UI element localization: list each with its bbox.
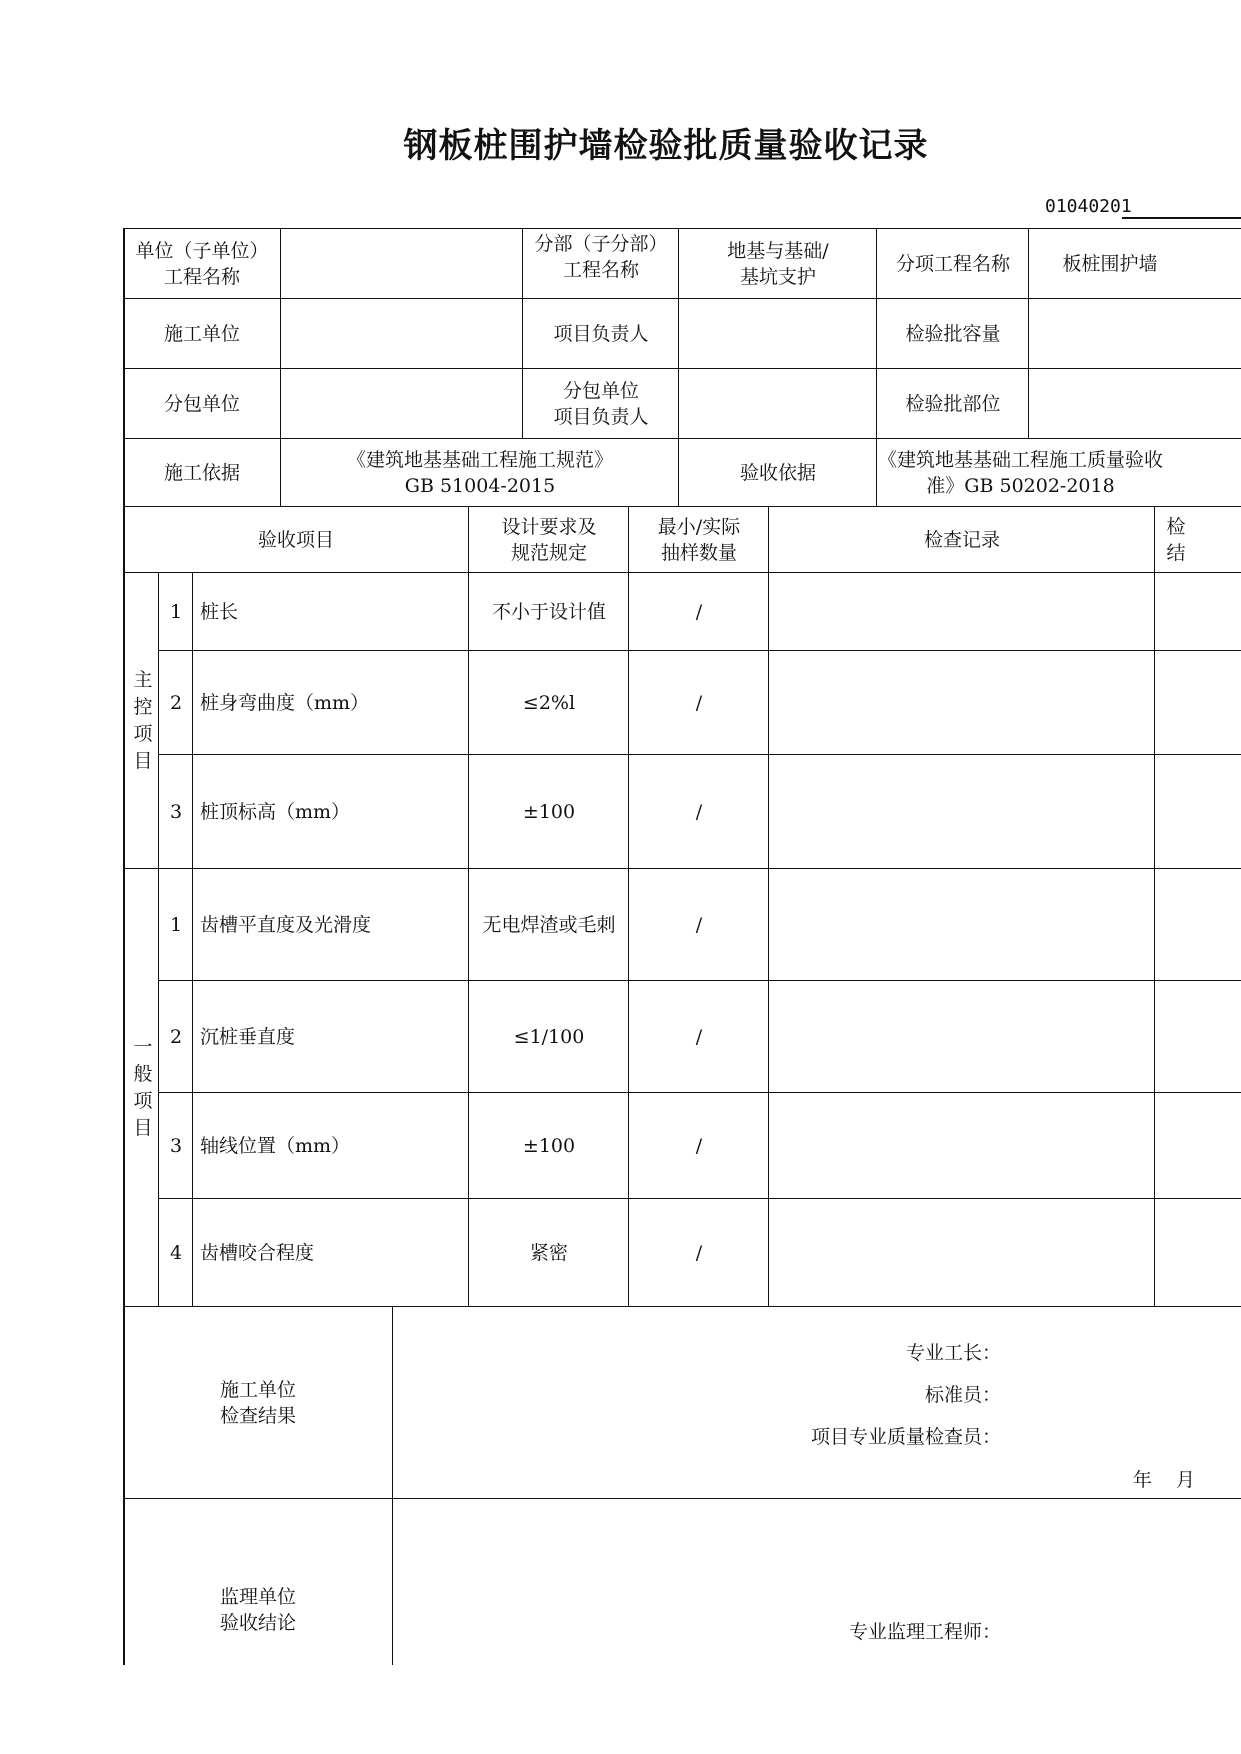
accept-basis-label: 验收依据: [739, 462, 816, 484]
sub-pm-field[interactable]: [680, 370, 876, 438]
accept-basis-value: 《建筑地基基础工程施工质量验收 准》GB 50202-2018: [878, 449, 1164, 497]
row-check-record[interactable]: [770, 1200, 1154, 1306]
constructor-check-label: 施工单位 检查结果: [219, 1379, 296, 1427]
foreman-signature[interactable]: 专业工长：: [905, 1342, 1001, 1364]
row-check-result[interactable]: [1156, 1094, 1241, 1198]
row-check-record[interactable]: [770, 756, 1154, 868]
document-code: 01040201: [1045, 196, 1132, 217]
division-label: 分部（子分部） 工程名称: [534, 233, 668, 281]
row-requirement: 不小于设计值: [491, 601, 606, 623]
capacity-field[interactable]: [1030, 300, 1190, 368]
grid-line: [123, 438, 1241, 439]
grid-line: [876, 228, 877, 506]
main-group-label: 主 控 项 目: [133, 669, 153, 772]
unit-value-field[interactable]: [282, 230, 522, 298]
col-header-sample: 最小/实际 抽样数量: [657, 516, 741, 564]
row-item-name: 桩长: [200, 601, 239, 623]
row-number: 2: [169, 1026, 183, 1048]
row-requirement: ±100: [522, 801, 576, 823]
row-check-result[interactable]: [1156, 982, 1241, 1092]
row-sample-count: /: [695, 1026, 703, 1048]
capacity-label: 检验批容量: [905, 323, 1001, 345]
row-requirement: 无电焊渣或毛刺: [482, 914, 616, 936]
grid-line: [123, 1498, 1241, 1499]
row-item-name: 桩身弯曲度（mm）: [200, 692, 370, 714]
grid-line: [392, 1306, 393, 1665]
grid-line: [1028, 228, 1029, 438]
row-requirement: ≤2%l: [522, 692, 576, 714]
division-value: 地基与基础/ 基坑支护: [727, 240, 829, 288]
grid-line: [158, 754, 1241, 755]
grid-line: [123, 506, 1241, 507]
grid-line: [678, 228, 679, 506]
row-sample-count: /: [695, 801, 703, 823]
row-check-record[interactable]: [770, 982, 1154, 1092]
row-check-result[interactable]: [1156, 870, 1241, 980]
row-check-record[interactable]: [770, 1094, 1154, 1198]
row-number: 2: [169, 692, 183, 714]
subcontractor-field[interactable]: [282, 370, 522, 438]
supervising-engineer-signature[interactable]: 专业监理工程师：: [848, 1621, 1001, 1643]
grid-line: [158, 980, 1241, 981]
row-number: 3: [169, 801, 183, 823]
grid-line: [468, 506, 469, 1306]
row-check-result[interactable]: [1156, 756, 1241, 868]
row-item-name: 齿槽平直度及光滑度: [200, 914, 372, 936]
quality-inspector-signature[interactable]: 项目专业质量检查员：: [810, 1426, 1001, 1448]
grid-line: [123, 298, 1241, 299]
constructor-field[interactable]: [282, 300, 522, 368]
row-number: 1: [169, 601, 183, 623]
grid-line: [158, 650, 1241, 651]
check-date[interactable]: 年 月: [1132, 1469, 1195, 1491]
location-label: 检验批部位: [905, 393, 1001, 415]
subcontractor-label: 分包单位: [163, 393, 240, 415]
row-requirement: ≤1/100: [513, 1026, 585, 1048]
row-sample-count: /: [695, 914, 703, 936]
grid-line: [158, 1092, 1241, 1093]
grid-line: [158, 1198, 1241, 1199]
grid-line: [123, 572, 1241, 573]
row-sample-count: /: [695, 601, 703, 623]
grid-line: [192, 572, 193, 1306]
document-title: 钢板桩围护墙检验批质量验收记录: [403, 126, 929, 166]
pm-field[interactable]: [680, 300, 876, 368]
table-top-border: [123, 228, 1241, 229]
grid-line: [628, 506, 629, 1306]
grid-line: [123, 1306, 1241, 1307]
row-sample-count: /: [695, 692, 703, 714]
row-requirement: 紧密: [529, 1242, 568, 1264]
row-sample-count: /: [695, 1135, 703, 1157]
row-requirement: ±100: [522, 1135, 576, 1157]
grid-line: [158, 572, 159, 1306]
row-sample-count: /: [695, 1242, 703, 1264]
row-item-name: 桩顶标高（mm）: [200, 801, 351, 823]
col-header-item: 验收项目: [257, 529, 334, 551]
row-check-result[interactable]: [1156, 1200, 1241, 1306]
col-header-result: 检 结: [1166, 516, 1186, 564]
grid-line: [522, 228, 523, 438]
row-check-result[interactable]: [1156, 574, 1241, 650]
row-check-record[interactable]: [770, 870, 1154, 980]
row-check-record[interactable]: [770, 574, 1154, 650]
row-item-name: 沉桩垂直度: [200, 1026, 296, 1048]
sub-pm-label: 分包单位 项目负责人: [553, 380, 649, 428]
row-item-name: 轴线位置（mm）: [200, 1135, 351, 1157]
row-check-result[interactable]: [1156, 652, 1241, 754]
constructor-label: 施工单位: [163, 323, 240, 345]
code-underline: [1122, 217, 1241, 219]
grid-line: [280, 228, 281, 506]
grid-line: [123, 868, 1241, 869]
row-check-record[interactable]: [770, 652, 1154, 754]
location-field[interactable]: [1030, 370, 1190, 438]
standard-officer-signature[interactable]: 标准员：: [924, 1384, 1001, 1406]
grid-line: [123, 368, 1241, 369]
general-group-label: 一 般 项 目: [133, 1036, 153, 1139]
grid-line: [768, 506, 769, 1306]
unit-label: 单位（子单位） 工程名称: [135, 240, 269, 288]
row-number: 3: [169, 1135, 183, 1157]
row-item-name: 齿槽咬合程度: [200, 1242, 315, 1264]
supervisor-check-label: 监理单位 验收结论: [219, 1586, 296, 1634]
pm-label: 项目负责人: [553, 323, 649, 345]
grid-line: [1154, 506, 1155, 1306]
row-number: 1: [169, 914, 183, 936]
subitem-label: 分项工程名称: [895, 253, 1010, 275]
col-header-design: 设计要求及 规范规定: [501, 516, 597, 564]
basis-label: 施工依据: [163, 462, 240, 484]
row-number: 4: [169, 1242, 183, 1264]
subitem-value: 板桩围护墙: [1062, 253, 1158, 275]
col-header-record: 检查记录: [923, 529, 1000, 551]
basis-value: 《建筑地基基础工程施工规范》 GB 51004-2015: [346, 449, 613, 497]
